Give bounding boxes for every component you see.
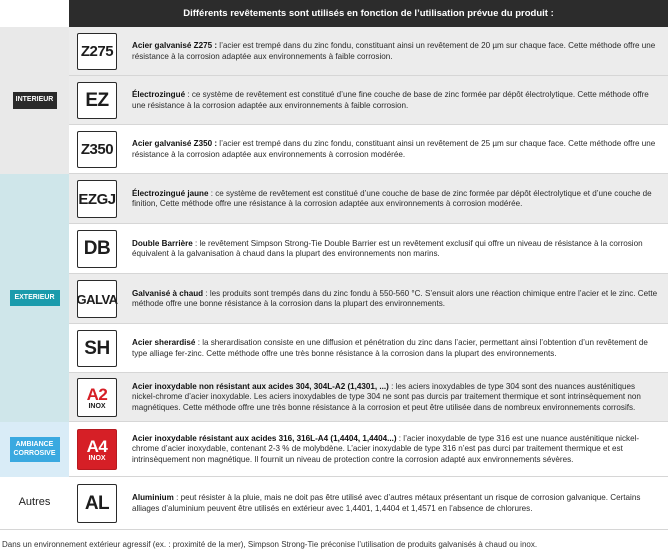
- row-description: [132, 324, 660, 373]
- row-description: [132, 125, 660, 174]
- row-description: [132, 477, 660, 530]
- code-text: Z275: [80, 43, 114, 60]
- row-text: l’acier est trempé dans du zinc fondu, constituant ainsi un revêtement de 20 µm sur chaque face. Cette méthode offre une résistance à la corrosion adaptée aux environnements à faible corrosion.: [132, 41, 656, 61]
- table-row: [69, 27, 668, 76]
- code-badge: [77, 131, 117, 168]
- row-text: : le revêtement Simpson Strong-Tie Double Barrier est un revêtement exclusif qui offre un niveau de résistance à la corrosion équivalent à la galvanisation à chaud dans la plupart des environnements non marins.: [132, 238, 643, 258]
- row-title: Acier inoxydable résistant aux acides 316, 316L-A4 (1,4404, 1,4404...): [132, 434, 397, 444]
- row-title: Acier sherardisé: [132, 338, 196, 348]
- code-text: GALVA: [76, 291, 118, 307]
- code-text: EZGJ: [78, 190, 116, 208]
- category-autres: [0, 477, 69, 530]
- code-text: A2: [86, 385, 108, 404]
- table-row: [69, 274, 668, 324]
- row-title: Double Barrière: [132, 238, 193, 248]
- table-row: [69, 174, 668, 224]
- table-row: [69, 324, 668, 373]
- code-badge: [77, 180, 117, 218]
- category-exterieur-label: EXTERIEUR: [10, 290, 60, 307]
- table-row: [69, 422, 668, 477]
- table-row: [69, 224, 668, 274]
- code-text: Z350: [80, 141, 114, 158]
- row-text: : la sherardisation consiste en une diffusion et pénétration du zinc dans l’acier, permettant ainsi l’obtention d’un revêtement de type alliage fer-zinc. Cette méthode offre une très bonne résistance à la corrosion dans la plupart des environnements.: [132, 338, 648, 358]
- row-description: [132, 274, 660, 324]
- row-description: [132, 224, 660, 274]
- row-text: : peut résister à la pluie, mais ne doit pas être utilisé avec d’autres métaux présentant un risque de corrosion galvanique. Certains alliages d’aluminium peuvent être utilisés en extérieur avec 1,4401, 1,4404 et 1,4571 en l’absence de chlorures.: [132, 493, 641, 513]
- table-row: [69, 125, 668, 174]
- code-badge: [77, 33, 117, 70]
- row-title: Acier inoxydable non résistant aux acides 304, 304L-A2 (1,4301, ...): [132, 382, 389, 392]
- code-text: A4: [86, 437, 108, 456]
- code-badge: [77, 330, 117, 367]
- code-badge: [77, 82, 117, 119]
- code-text: EZ: [85, 89, 109, 111]
- row-text: : les aciers inoxydables de type 304 sont des nuances austénitiques nickel-chrome d’acier inoxydable. Les aciers inoxydables de type 304 ne sont pas durcis par traitement thermique et sont intrinsèquement non magnétiques. Cette méthode offre une très bonne résistance à la corrosion et peut être utilisée dans de nombreux environnements corrosifs.: [132, 382, 641, 412]
- code-subtext: INOX: [88, 403, 106, 410]
- code-badge: [77, 429, 117, 470]
- code-badge: [77, 484, 117, 523]
- code-text: AL: [84, 492, 110, 514]
- table-row: [69, 373, 668, 422]
- category-exterieur: [0, 174, 69, 422]
- footnote: Dans un environnement extérieur agressif (ex. : proximité de la mer), Simpson Strong-Tie préconise l’utilisation de produits galvanisés à chaud ou inox.: [2, 540, 538, 549]
- category-interieur-label: INTERIEUR: [13, 92, 57, 109]
- category-interieur: [0, 27, 69, 174]
- row-title: Aluminium: [132, 493, 174, 503]
- row-title: Électrozingué: [132, 90, 186, 100]
- row-text: : l’acier inoxydable de type 316 est une nuance austénitique nickel-chrome d’acier inoxydable, contenant 2-3 % de molybdène. L’acier inoxydable de type 316 n’est pas durci par traitement thermique et est intrinsèquement non magnétique. Il fournit un niveau de protection contre la corrosion adapté aux environnements sévères.: [132, 434, 640, 464]
- row-description: [132, 27, 660, 76]
- code-badge: [77, 378, 117, 417]
- category-ambiance-label: AMBIANCE CORROSIVE: [10, 437, 60, 463]
- category-autres-label: Autres: [18, 496, 51, 509]
- row-text: : ce système de revêtement est constitué d’une fine couche de base de zinc formée par dépôt électrolytique. Cette méthode offre une résistance à la corrosion adaptée aux environnements à faible corrosion.: [132, 90, 649, 110]
- row-title: Acier galvanisé Z275 :: [132, 41, 218, 51]
- code-badge: [77, 280, 117, 318]
- row-title: Acier galvanisé Z350 :: [132, 139, 218, 149]
- table-row: [69, 477, 668, 530]
- row-text: : les produits sont trempés dans du zinc fondu à 550-560 °C. S’ensuit alors une réaction chimique entre l’acier et le zinc. Cette méthode offre une bonne résistance à la corrosion dans la plupart des environnements.: [132, 288, 658, 308]
- table-header: Différents revêtements sont utilisés en fonction de l’utilisation prévue du produit :: [69, 0, 668, 27]
- code-badge: [77, 230, 117, 268]
- row-description: [132, 373, 660, 422]
- row-title: Galvanisé à chaud: [132, 288, 204, 298]
- row-description: [132, 174, 660, 224]
- category-ambiance: [0, 422, 69, 477]
- code-text: SH: [84, 337, 110, 359]
- code-subtext: INOX: [88, 455, 106, 462]
- row-text: l’acier est trempé dans du zinc fondu, constituant ainsi un revêtement de 25 µm sur chaque face. Cette méthode offre une résistance à la corrosion adaptée aux environnements à corrosion modérée.: [132, 139, 656, 159]
- row-description: [132, 76, 660, 125]
- code-text: DB: [83, 238, 111, 259]
- table-row: [69, 76, 668, 125]
- row-title: Électrozingué jaune: [132, 188, 209, 198]
- row-text: : ce système de revêtement est constitué d’une couche de base de zinc formée par dépôt électrolytique et d’une couche de finition, Cette méthode offre une résistance à la corrosion adaptée aux environnements à corrosion modérée.: [132, 188, 652, 208]
- row-description: [132, 422, 660, 477]
